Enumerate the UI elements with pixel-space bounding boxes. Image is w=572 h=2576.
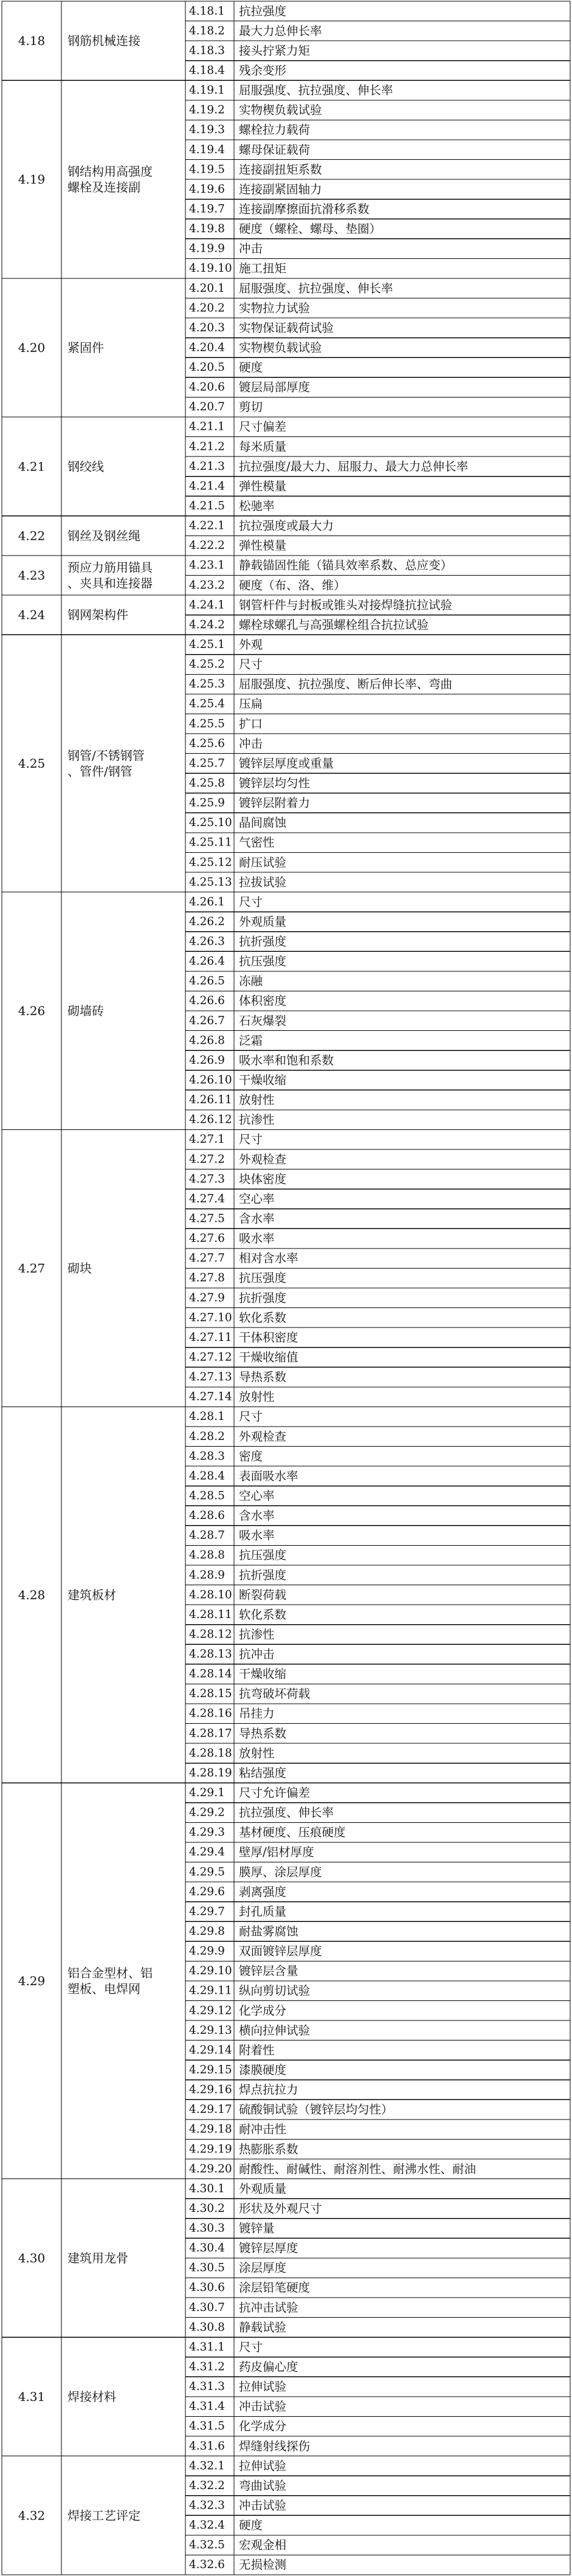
item-name: 干燥收缩 [239, 1667, 287, 1681]
group-name: 、管件/钢管 [67, 763, 133, 779]
item-name: 软化系数 [239, 1607, 287, 1622]
item-name: 镀锌层厚度或重量 [239, 756, 334, 771]
item-code: 4.28.15 [189, 1687, 232, 1701]
item-code: 4.18.4 [189, 64, 225, 77]
group-number: 4.23 [18, 568, 46, 583]
item-name: 屈服强度、抗拉强度、伸长率 [239, 83, 393, 98]
item-code: 4.18.3 [189, 44, 225, 57]
item-code: 4.19.7 [189, 202, 225, 216]
item-name: 尺寸 [239, 657, 263, 672]
item-name: 放射性 [239, 1093, 275, 1107]
item-name: 封孔质量 [239, 1904, 287, 1919]
item-name: 抗拉强度或最大力 [239, 518, 334, 533]
item-code: 4.26.12 [189, 1113, 232, 1126]
item-code: 4.27.13 [189, 1371, 232, 1384]
item-code: 4.27.4 [189, 1192, 225, 1205]
item-code: 4.25.3 [189, 678, 225, 691]
item-name: 螺栓拉力载荷 [239, 123, 311, 137]
item-code: 4.20.4 [189, 341, 225, 354]
item-name: 空心率 [239, 1489, 275, 1503]
item-code: 4.28.2 [189, 1430, 225, 1443]
item-code: 4.27.3 [189, 1173, 225, 1186]
item-name: 尺寸 [239, 1132, 263, 1147]
item-name: 拉伸试验 [239, 2459, 287, 2473]
item-name: 钢管杆件与封板或锥头对接焊缝抗拉试验 [239, 598, 453, 612]
item-name: 基材硬度、压痕硬度 [239, 1825, 346, 1840]
item-name: 干体积密度 [239, 1330, 298, 1345]
item-code: 4.32.3 [189, 2499, 225, 2512]
item-code: 4.30.1 [189, 2182, 225, 2195]
item-name: 最大力总伸长率 [239, 24, 322, 38]
item-name: 涂层铅笔硬度 [239, 2281, 311, 2295]
item-name: 化学成分 [239, 2419, 287, 2434]
item-name: 抗压强度 [239, 954, 287, 969]
item-name: 吸水率和饱和系数 [239, 1053, 334, 1067]
item-code: 4.25.11 [189, 836, 232, 849]
item-name: 外观 [239, 638, 263, 652]
item-code: 4.32.4 [189, 2519, 225, 2532]
item-name: 耐冲击性 [239, 2122, 287, 2137]
item-name: 抗折强度 [239, 1290, 287, 1305]
item-name: 静载试验 [239, 2320, 287, 2335]
item-code: 4.25.7 [189, 757, 225, 770]
item-code: 4.20.2 [189, 301, 225, 315]
item-code: 4.29.15 [189, 2064, 232, 2076]
item-name: 实物楔负载试验 [239, 340, 322, 355]
item-code: 4.20.7 [189, 401, 225, 414]
item-name: 放射性 [239, 1390, 275, 1404]
item-name: 化学成分 [239, 2003, 287, 2018]
item-name: 尺寸偏差 [239, 419, 287, 434]
item-code: 4.29.1 [189, 1786, 225, 1799]
item-code: 4.30.2 [189, 2202, 225, 2215]
item-code: 4.28.6 [189, 1509, 225, 1522]
item-code: 4.19.5 [189, 163, 225, 176]
item-code: 4.29.19 [189, 2143, 232, 2156]
item-code: 4.21.4 [189, 480, 225, 493]
group-number: 4.18 [18, 33, 46, 49]
group-number: 4.29 [18, 1973, 46, 1988]
group-name: 、夹具和连接器 [67, 576, 153, 591]
group-name: 钢结构用高强度 [67, 164, 153, 179]
item-code: 4.23.1 [189, 559, 225, 572]
item-code: 4.28.3 [189, 1450, 225, 1463]
item-code: 4.27.5 [189, 1212, 225, 1225]
item-name: 抗冲击试验 [239, 2300, 298, 2315]
item-name: 冻融 [239, 974, 263, 988]
item-name: 实物拉力试验 [239, 301, 311, 315]
item-code: 4.19.8 [189, 222, 225, 235]
group-number: 4.24 [18, 607, 46, 622]
item-name: 含水率 [239, 1211, 275, 1226]
item-name: 硫酸铜试验（镀锌层均匀性） [239, 2102, 393, 2117]
item-code: 4.20.3 [189, 321, 225, 334]
item-code: 4.29.5 [189, 1865, 225, 1879]
item-code: 4.28.13 [189, 1648, 232, 1661]
item-code: 4.32.2 [189, 2479, 225, 2492]
item-code: 4.26.2 [189, 915, 225, 928]
item-name: 连接副紧固轴力 [239, 182, 322, 196]
item-name: 石灰爆裂 [239, 1013, 287, 1028]
group-name: 螺栓及连接副 [67, 180, 140, 195]
item-name: 扩口 [239, 717, 263, 731]
item-name: 横向拉伸试验 [239, 2023, 311, 2037]
item-code: 4.28.19 [189, 1766, 232, 1780]
item-name: 形状及外观尺寸 [239, 2202, 322, 2216]
item-name: 双面镀锌层厚度 [239, 1944, 322, 1958]
item-code: 4.21.2 [189, 440, 225, 453]
item-name: 镀锌层含量 [239, 1964, 298, 1978]
item-code: 4.29.9 [189, 1944, 225, 1958]
item-name: 干燥收缩值 [239, 1350, 298, 1365]
item-code: 4.25.1 [189, 638, 225, 651]
item-code: 4.24.1 [189, 598, 225, 611]
group-name: 钢丝及钢丝绳 [67, 528, 140, 543]
item-code: 4.29.13 [189, 2023, 232, 2037]
item-name: 纵向剪切试验 [239, 1983, 311, 1998]
item-code: 4.28.17 [189, 1727, 232, 1740]
item-code: 4.25.13 [189, 875, 232, 889]
item-name: 拉拔试验 [239, 875, 287, 889]
item-code: 4.27.11 [189, 1331, 232, 1344]
item-name: 压扁 [239, 697, 263, 711]
item-name: 耐压试验 [239, 855, 287, 870]
item-code: 4.29.18 [189, 2123, 232, 2136]
item-code: 4.32.5 [189, 2538, 225, 2552]
item-name: 药皮偏心度 [239, 2360, 298, 2374]
item-name: 热膨胀系数 [239, 2142, 298, 2157]
item-code: 4.26.1 [189, 895, 225, 909]
item-code: 4.27.14 [189, 1390, 232, 1403]
item-code: 4.19.2 [189, 103, 225, 117]
item-name: 弹性模量 [239, 539, 287, 553]
item-code: 4.20.1 [189, 281, 225, 295]
item-code: 4.26.11 [189, 1093, 232, 1107]
item-code: 4.28.1 [189, 1410, 225, 1424]
item-code: 4.29.20 [189, 2162, 232, 2175]
item-code: 4.29.7 [189, 1905, 225, 1918]
item-name: 拉伸试验 [239, 2380, 287, 2394]
group-name: 钢绞线 [67, 459, 104, 474]
item-name: 无损检测 [239, 2558, 287, 2572]
item-code: 4.25.12 [189, 856, 232, 869]
item-name: 硬度 [239, 2518, 263, 2533]
item-name: 耐盐雾腐蚀 [239, 1924, 298, 1938]
item-name: 空心率 [239, 1191, 275, 1206]
item-name: 相对含水率 [239, 1251, 298, 1266]
group-name: 塑板、电焊网 [67, 1981, 140, 1996]
item-code: 4.29.6 [189, 1885, 225, 1898]
item-code: 4.28.7 [189, 1529, 225, 1542]
item-code: 4.25.10 [189, 816, 232, 830]
item-name: 硬度 [239, 360, 263, 374]
item-code: 4.19.4 [189, 143, 225, 156]
item-code: 4.32.6 [189, 2558, 225, 2572]
item-code: 4.29.14 [189, 2044, 232, 2057]
item-name: 冲击 [239, 736, 263, 751]
item-code: 4.25.4 [189, 697, 225, 711]
item-code: 4.28.12 [189, 1628, 232, 1641]
item-name: 弹性模量 [239, 479, 287, 494]
item-code: 4.28.8 [189, 1549, 225, 1562]
item-code: 4.27.1 [189, 1133, 225, 1146]
item-name: 抗拉强度 [239, 4, 287, 18]
item-name: 导热系数 [239, 1726, 287, 1741]
item-code: 4.28.16 [189, 1707, 232, 1720]
item-name: 体积密度 [239, 994, 287, 1008]
item-code: 4.28.18 [189, 1746, 232, 1760]
item-name: 吊挂力 [239, 1706, 275, 1721]
item-name: 尺寸 [239, 2340, 263, 2354]
item-name: 冲击 [239, 241, 263, 256]
item-code: 4.31.2 [189, 2360, 225, 2374]
item-code: 4.28.14 [189, 1667, 232, 1681]
item-name: 抗拉强度/最大力、屈服力、最大力总伸长率 [239, 459, 469, 474]
group-number: 4.27 [18, 1261, 46, 1276]
item-name: 残余变形 [239, 63, 287, 78]
item-name: 剥离强度 [239, 1884, 287, 1899]
item-name: 松驰率 [239, 499, 275, 513]
group-number: 4.30 [18, 2250, 46, 2265]
item-name: 焊点抗拉力 [239, 2082, 298, 2097]
item-code: 4.20.5 [189, 361, 225, 374]
item-code: 4.27.9 [189, 1291, 225, 1304]
group-number: 4.19 [18, 172, 46, 187]
item-name: 抗弯破坏荷载 [239, 1687, 311, 1701]
group-name: 铝合金型材、铝 [67, 1965, 153, 1980]
item-name: 断裂荷载 [239, 1588, 287, 1602]
item-code: 4.20.6 [189, 381, 225, 394]
item-name: 镀锌层厚度 [239, 2241, 298, 2256]
item-name: 含水率 [239, 1509, 275, 1523]
item-code: 4.25.5 [189, 717, 225, 731]
item-name: 冲击试验 [239, 2498, 287, 2513]
item-name: 弯曲试验 [239, 2478, 287, 2493]
item-code: 4.19.1 [189, 84, 225, 97]
item-code: 4.30.7 [189, 2301, 225, 2314]
item-name: 抗冲击 [239, 1647, 275, 1661]
item-name: 抗压强度 [239, 1271, 287, 1286]
item-code: 4.26.6 [189, 994, 225, 1008]
item-code: 4.31.1 [189, 2341, 225, 2354]
item-code: 4.29.16 [189, 2083, 232, 2096]
item-code: 4.30.5 [189, 2261, 225, 2275]
item-code: 4.19.10 [189, 262, 232, 275]
item-code: 4.29.10 [189, 1965, 232, 1978]
group-number: 4.26 [18, 1004, 46, 1018]
item-name: 粘结强度 [239, 1766, 287, 1780]
group-number: 4.22 [18, 528, 46, 543]
item-name: 尺寸允许偏差 [239, 1786, 311, 1800]
item-code: 4.27.10 [189, 1311, 232, 1324]
item-name: 抗渗性 [239, 1627, 275, 1642]
item-code: 4.28.4 [189, 1469, 225, 1483]
item-code: 4.31.5 [189, 2420, 225, 2433]
item-name: 耐酸性、耐碱性、耐溶剂性、耐沸水性、耐油 [239, 2161, 477, 2176]
item-code: 4.27.6 [189, 1232, 225, 1245]
item-code: 4.29.8 [189, 1925, 225, 1938]
item-name: 膜厚、涂层厚度 [239, 1865, 322, 1879]
item-name: 表面吸水率 [239, 1469, 298, 1483]
group-name: 焊接工艺评定 [67, 2508, 140, 2523]
item-name: 密度 [239, 1449, 263, 1464]
group-number: 4.25 [18, 756, 46, 771]
item-name: 吸水率 [239, 1231, 275, 1246]
group-name: 钢网架构件 [67, 607, 128, 622]
item-code: 4.25.2 [189, 658, 225, 671]
item-name: 冲击试验 [239, 2399, 287, 2414]
item-name: 外观质量 [239, 915, 287, 929]
group-number: 4.28 [18, 1587, 46, 1602]
item-code: 4.25.6 [189, 737, 225, 750]
item-code: 4.26.9 [189, 1054, 225, 1067]
item-code: 4.25.8 [189, 777, 225, 790]
item-name: 连接副扭矩系数 [239, 162, 322, 177]
item-code: 4.30.3 [189, 2222, 225, 2235]
group-name: 紧固件 [67, 340, 104, 355]
item-code: 4.21.3 [189, 460, 225, 473]
item-code: 4.30.6 [189, 2281, 225, 2295]
item-code: 4.19.6 [189, 182, 225, 196]
item-name: 实物楔负载试验 [239, 103, 322, 117]
group-name: 砌块 [67, 1261, 92, 1276]
item-name: 连接副摩擦面抗滑移系数 [239, 202, 370, 216]
group-name: 建筑用龙骨 [67, 2250, 128, 2265]
item-name: 施工扭矩 [239, 261, 287, 276]
item-code: 4.26.3 [189, 935, 225, 948]
item-code: 4.29.2 [189, 1806, 225, 1819]
item-code: 4.29.17 [189, 2103, 232, 2116]
item-name: 宏观金相 [239, 2538, 287, 2552]
item-code: 4.26.7 [189, 1014, 225, 1027]
item-name: 尺寸 [239, 895, 263, 909]
item-name: 吸水率 [239, 1528, 275, 1543]
item-name: 壁厚/铝材厚度 [239, 1845, 314, 1859]
item-code: 4.28.11 [189, 1608, 232, 1621]
item-name: 漆膜硬度 [239, 2063, 287, 2077]
item-code: 4.29.12 [189, 2004, 232, 2017]
item-code: 4.26.10 [189, 1073, 232, 1087]
item-name: 抗折强度 [239, 934, 287, 949]
group-number: 4.21 [18, 459, 46, 474]
item-name: 硬度（布、洛、维） [239, 578, 346, 593]
item-code: 4.30.4 [189, 2242, 225, 2255]
item-code: 4.21.5 [189, 500, 225, 512]
item-code: 4.31.6 [189, 2439, 225, 2453]
item-name: 外观检查 [239, 1152, 287, 1166]
item-name: 硬度（螺栓、螺母、垫圈） [239, 222, 382, 236]
item-name: 气密性 [239, 835, 275, 850]
item-code: 4.22.1 [189, 519, 225, 532]
item-code: 4.29.3 [189, 1826, 225, 1839]
group-number: 4.32 [18, 2508, 46, 2523]
item-name: 晶间腐蚀 [239, 816, 287, 830]
group-name: 建筑板材 [67, 1587, 116, 1602]
item-name: 尺寸 [239, 1410, 263, 1424]
item-code: 4.18.2 [189, 24, 225, 38]
item-name: 抗拉强度、伸长率 [239, 1805, 334, 1820]
item-name: 涂层厚度 [239, 2261, 287, 2275]
item-name: 导热系数 [239, 1370, 287, 1385]
item-name: 抗折强度 [239, 1568, 287, 1582]
item-name: 外观质量 [239, 2182, 287, 2196]
item-name: 实物保证载荷试验 [239, 320, 334, 335]
group-name: 钢筋机械连接 [67, 33, 140, 49]
item-code: 4.31.4 [189, 2400, 225, 2413]
item-code: 4.31.3 [189, 2380, 225, 2394]
item-name: 接头拧紧力矩 [239, 43, 311, 58]
item-name: 静载锚固性能（锚具效率系数、总应变） [239, 558, 453, 573]
item-code: 4.26.5 [189, 974, 225, 988]
item-code: 4.19.9 [189, 242, 225, 255]
item-name: 剪切 [239, 400, 263, 415]
item-code: 4.24.2 [189, 618, 225, 632]
item-code: 4.29.11 [189, 1984, 232, 1997]
item-code: 4.26.4 [189, 955, 225, 968]
group-name: 预应力筋用锚具 [67, 560, 153, 575]
item-code: 4.27.12 [189, 1351, 232, 1364]
group-number: 4.20 [18, 340, 46, 355]
item-code: 4.25.9 [189, 796, 225, 810]
item-name: 外观检查 [239, 1429, 287, 1444]
item-code: 4.18.1 [189, 4, 225, 18]
item-name: 干燥收缩 [239, 1073, 287, 1087]
item-name: 屈服强度、抗拉强度、断后伸长率、弯曲 [239, 677, 453, 692]
item-name: 镀锌层附着力 [239, 796, 311, 810]
group-name: 砌墙砖 [67, 1004, 104, 1018]
item-name: 焊缝射线探伤 [239, 2439, 311, 2453]
item-name: 镀锌量 [239, 2221, 275, 2236]
item-name: 屈服强度、抗拉强度、伸长率 [239, 281, 393, 295]
item-code: 4.28.10 [189, 1588, 232, 1602]
item-code: 4.30.8 [189, 2321, 225, 2334]
item-name: 每米质量 [239, 439, 287, 454]
item-code: 4.19.3 [189, 123, 225, 137]
item-code: 4.28.5 [189, 1489, 225, 1503]
group-number: 4.31 [18, 2389, 46, 2404]
item-code: 4.27.8 [189, 1272, 225, 1285]
item-name: 抗压强度 [239, 1548, 287, 1563]
item-name: 放射性 [239, 1746, 275, 1760]
item-name: 泛霜 [239, 1033, 263, 1048]
item-code: 4.23.2 [189, 579, 225, 592]
item-code: 4.29.4 [189, 1845, 225, 1859]
group-name: 焊接材料 [67, 2389, 116, 2404]
item-code: 4.32.1 [189, 2459, 225, 2473]
item-name: 附着性 [239, 2043, 275, 2058]
group-name: 钢管/不锈钢管 [67, 748, 145, 763]
item-name: 抗渗性 [239, 1112, 275, 1127]
item-code: 4.22.2 [189, 539, 225, 553]
item-code: 4.21.1 [189, 420, 225, 433]
item-code: 4.27.7 [189, 1252, 225, 1265]
item-name: 镀锌层均匀性 [239, 776, 311, 790]
item-code: 4.26.8 [189, 1034, 225, 1047]
item-name: 块体密度 [239, 1172, 287, 1186]
item-name: 软化系数 [239, 1310, 287, 1325]
item-code: 4.27.2 [189, 1152, 225, 1166]
item-name: 螺母保证载荷 [239, 142, 311, 157]
item-name: 螺栓球螺孔与高强螺栓组合抗拉试验 [239, 618, 429, 632]
item-name: 镀层局部厚度 [239, 380, 311, 394]
item-code: 4.28.9 [189, 1568, 225, 1582]
